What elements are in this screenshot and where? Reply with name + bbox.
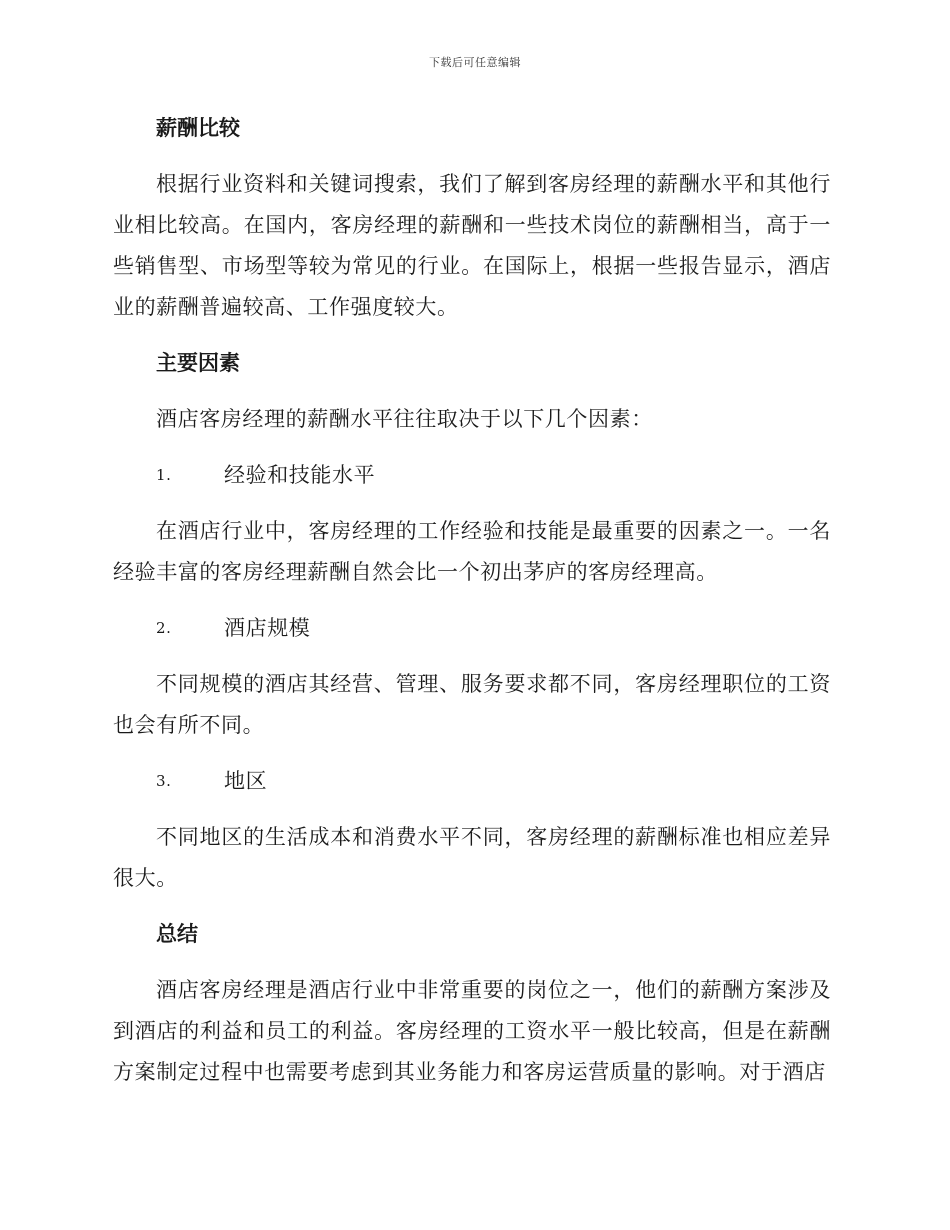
paragraph-summary: 酒店客房经理是酒店行业中非常重要的岗位之一，他们的薪酬方案涉及到酒店的利益和员工的利益。客房经理的工资水平一般比较高，但是在薪酬方案制定过程中也需要考虑到其业务能力和客房运营质量的影响。对于酒店 [113,978,831,1084]
list-number: 2. [156,619,172,637]
list-number: 1. [156,466,172,484]
paragraph-salary-compare: 根据行业资料和关键词搜索，我们了解到客房经理的薪酬水平和其他行业相比较高。在国内，客房经理的薪酬和一些技术岗位的薪酬相当，高于一些销售型、市场型等较为常见的行业。在国际上，根据一些报告显示，酒店业的薪酬普遍较高、工作强度较大。 [113,172,831,319]
section-title-summary: 总结 [156,922,198,946]
list-label: 经验和技能水平 [224,463,376,487]
section-title-salary-compare: 薪酬比较 [156,116,240,140]
list-item-experience [113,455,831,496]
list-number: 3. [156,772,172,790]
paragraph-experience: 在酒店行业中，客房经理的工作经验和技能是最重要的因素之一。一名经验丰富的客房经理薪酬自然会比一个初出茅庐的客房经理高。 [113,519,831,584]
paragraph-hotel-scale: 不同规模的酒店其经营、管理、服务要求都不同，客房经理职位的工资也会有所不同。 [113,672,831,737]
section-title-main-factors: 主要因素 [156,351,240,375]
list-item-hotel-scale [113,608,831,649]
paragraph-factors-intro: 酒店客房经理的薪酬水平往往取决于以下几个因素： [156,407,653,431]
page-header: 下载后可任意编辑 [429,56,521,69]
paragraph-region: 不同地区的生活成本和消费水平不同，客房经理的薪酬标准也相应差异很大。 [113,825,831,890]
list-label: 酒店规模 [224,616,311,640]
list-item-region [113,761,831,802]
list-label: 地区 [224,769,268,793]
document-body [113,108,831,1093]
